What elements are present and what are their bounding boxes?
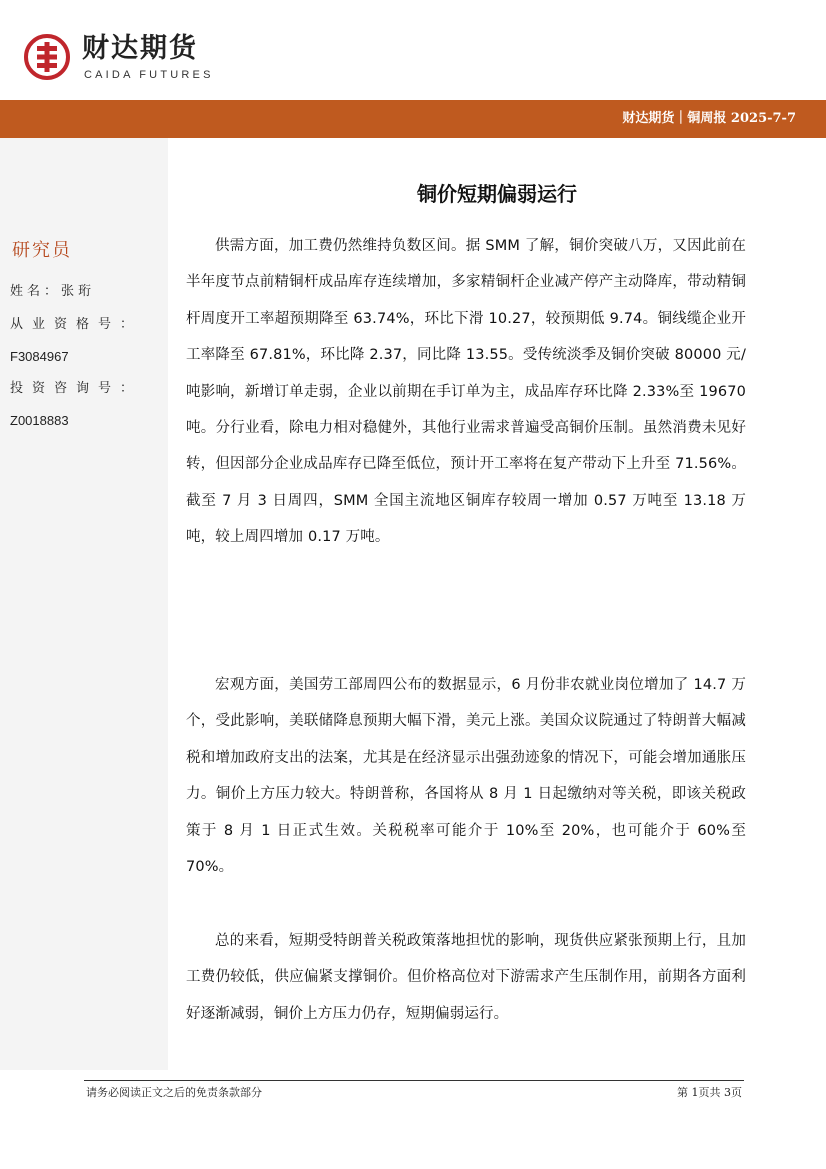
sidebar <box>0 138 168 1070</box>
article-title: 铜价短期偏弱运行 <box>417 182 577 206</box>
paragraph-summary: 总的来看，短期受特朗普关税政策落地担忧的影响，现货供应紧张预期上行，且加工费仍较低，供应偏紧支撑铜价。但价格高位对下游需求产生压制作用，前期各方面利好逐渐减弱，铜价上方压力仍存，短期偏弱运行。 <box>186 933 746 1022</box>
caida-logo-icon <box>24 34 70 80</box>
footer-divider <box>84 1080 744 1081</box>
footer-disclaimer: 请务必阅读正文之后的免责条款部分 <box>86 1086 262 1099</box>
license-label: 从业资格号： <box>10 317 143 332</box>
researcher-name-row <box>10 284 95 300</box>
invest-label: 投资咨询号： <box>10 381 143 396</box>
page-number: 第 1页共 3页 <box>677 1086 742 1099</box>
researcher-name: 张珩 <box>61 284 96 299</box>
invest-number: Z0018883 <box>10 413 69 428</box>
brand-name-en: CAIDA FUTURES <box>84 69 214 81</box>
name-label: 姓名： <box>10 284 62 299</box>
brand-name-cn: 财达期货 <box>82 33 198 64</box>
paragraph-macro: 宏观方面，美国劳工部周四公布的数据显示，6 月份非农就业岗位增加了 14.7 万个，受此影响，美联储降息预期大幅下滑，美元上涨。美国众议院通过了特朗普大幅减税和增加政府支出的法案，尤其是在经济显示出强劲迹象的情况下，可能会增加通胀压力。铜价上方压力较大。特朗普称，各国将从 8 月 1 日起缴纳对等关税，即该关税政策于 8 月 1 日正式生效。关税税率可能介于 10%至 20%，也可能介于 60%至 70%。 <box>186 677 746 876</box>
researcher-heading: 研究员 <box>12 240 72 261</box>
paragraph-supply-demand: 供需方面，加工费仍然维持负数区间。据 SMM 了解，铜价突破八万，又因此前在半年度节点前精铜杆成品库存连续增加，多家精铜杆企业减产停产主动降库，带动精铜杆周度开工率超预期降至 63.74%，环比下滑 10.27，较预期低 9.74。铜线缆企业开工率降至 67.81%，环比降 2.37，同比降 13.55。受传统淡季及铜价突破 80000 元/吨影响，新增订单走弱，企业以前期在手订单为主，成品库存环比降 2.33%至 19670 吨。分行业看，除电力相对稳健外，其他行业需求普遍受高铜价压制。虽然消费未见好转，但因部分企业成品库存已降至低位，预计开工率将在复产带动下上升至 71.56%。截至 7 月 3 日周四，SMM 全国主流地区铜库存较周一增加 0.57 万吨至 13.18 万吨，较上周四增加 0.17 万吨。 <box>186 238 746 546</box>
report-title-banner: 财达期货｜铜周报 2025-7-7 <box>622 111 796 126</box>
license-number: F3084967 <box>10 349 69 364</box>
header-banner <box>0 100 826 138</box>
